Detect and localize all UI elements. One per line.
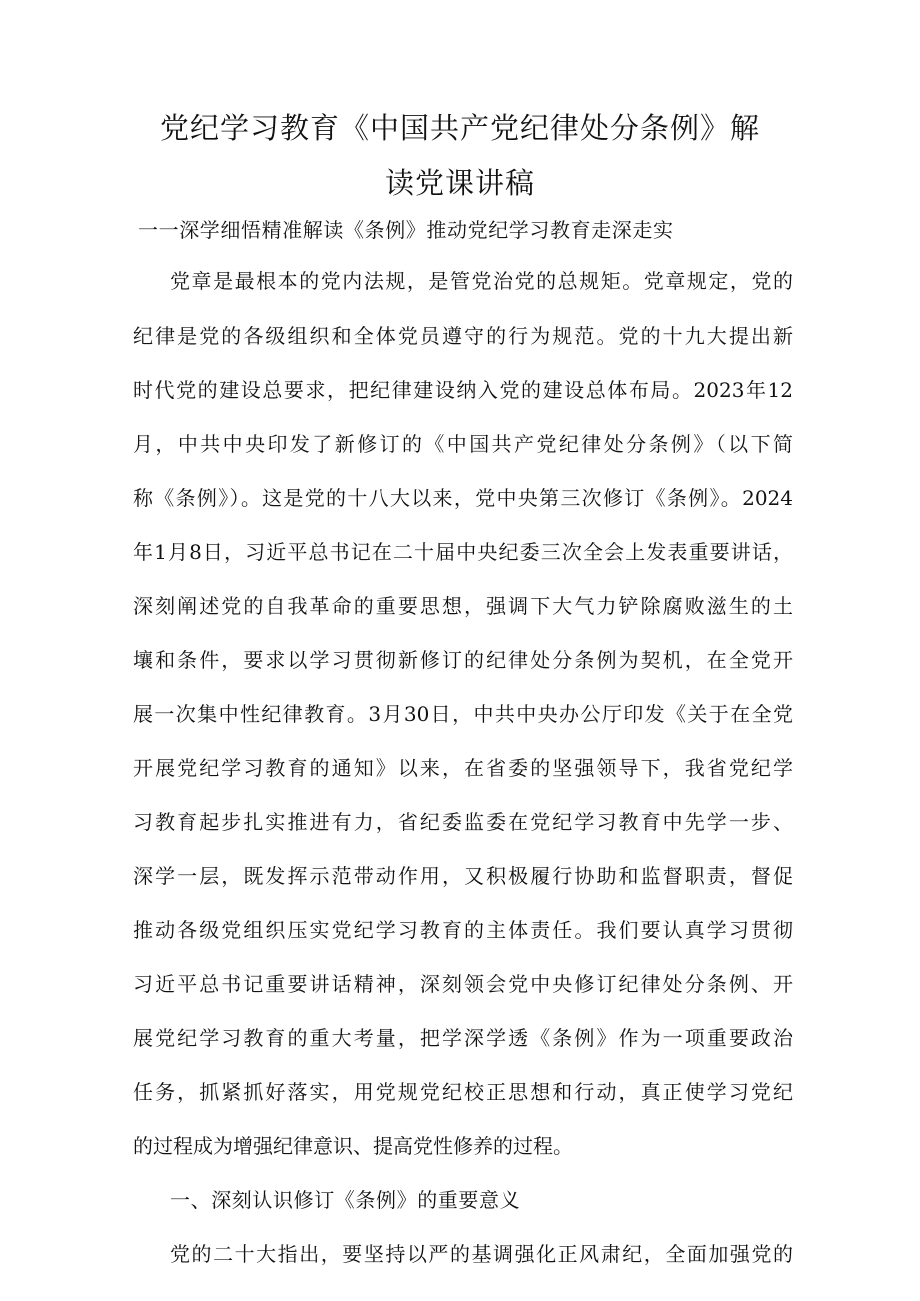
paragraph-1-line: 展一次集中性纪律教育。3月30日，中共中央办公厅印发《关于在全党 [133,702,793,726]
paragraph-1-line: 月，中共中央印发了新修订的《中国共产党纪律处分条例》（以下简 [133,432,793,456]
paragraph-1-line: 壤和条件，要求以学习贯彻新修订的纪律处分条例为契机，在全党开 [133,648,793,672]
document-title-line-1: 党纪学习教育《中国共产党纪律处分条例》解 [159,111,760,145]
paragraph-1-line: 开展党纪学习教育的通知》以来，在省委的坚强领导下，我省党纪学 [133,756,793,780]
paragraph-1-line: 称《条例》）。这是党的十八大以来，党中央第三次修订《条例》。2024 [133,486,793,510]
paragraph-1-line: 的过程成为增强纪律意识、提高党性修养的过程。 [133,1134,573,1158]
paragraph-1-line: 年1月8日，习近平总书记在二十届中央纪委三次全会上发表重要讲话， [133,540,793,564]
paragraph-1-line: 纪律是党的各级组织和全体党员遵守的行为规范。党的十九大提出新 [133,324,793,348]
document-title-line-2: 读党课讲稿 [384,166,535,200]
paragraph-1-line: 深刻阐述党的自我革命的重要思想，强调下大气力铲除腐败滋生的土 [133,594,793,618]
paragraph-1-line: 党章是最根本的党内法规，是管党治党的总规矩。党章规定，党的 [170,269,793,293]
section-1-heading: 一、深刻认识修订《条例》的重要意义 [170,1188,521,1212]
paragraph-1-line: 推动各级党组织压实党纪学习教育的主体责任。我们要认真学习贯彻 [133,918,793,942]
paragraph-2-line: 党的二十大指出，要坚持以严的基调强化正风肃纪，全面加强党的 [170,1242,793,1266]
paragraph-1-line: 习教育起步扎实推进有力，省纪委监委在党纪学习教育中先学一步、 [133,810,793,834]
paragraph-1-line: 深学一层，既发挥示范带动作用，又积极履行协助和监督职责，督促 [133,864,793,888]
paragraph-1-line: 任务，抓紧抓好落实，用党规党纪校正思想和行动，真正使学习党纪 [133,1080,793,1104]
document-subtitle: 一一深学细悟精准解读《条例》推动党纪学习教育走深走实 [138,218,674,242]
paragraph-1-line: 展党纪学习教育的重大考量，把学深学透《条例》作为一项重要政治 [133,1026,793,1050]
paragraph-1-line: 习近平总书记重要讲话精神，深刻领会党中央修订纪律处分条例、开 [133,972,793,996]
paragraph-1-line: 时代党的建设总要求，把纪律建设纳入党的建设总体布局。2023年12 [133,378,793,402]
